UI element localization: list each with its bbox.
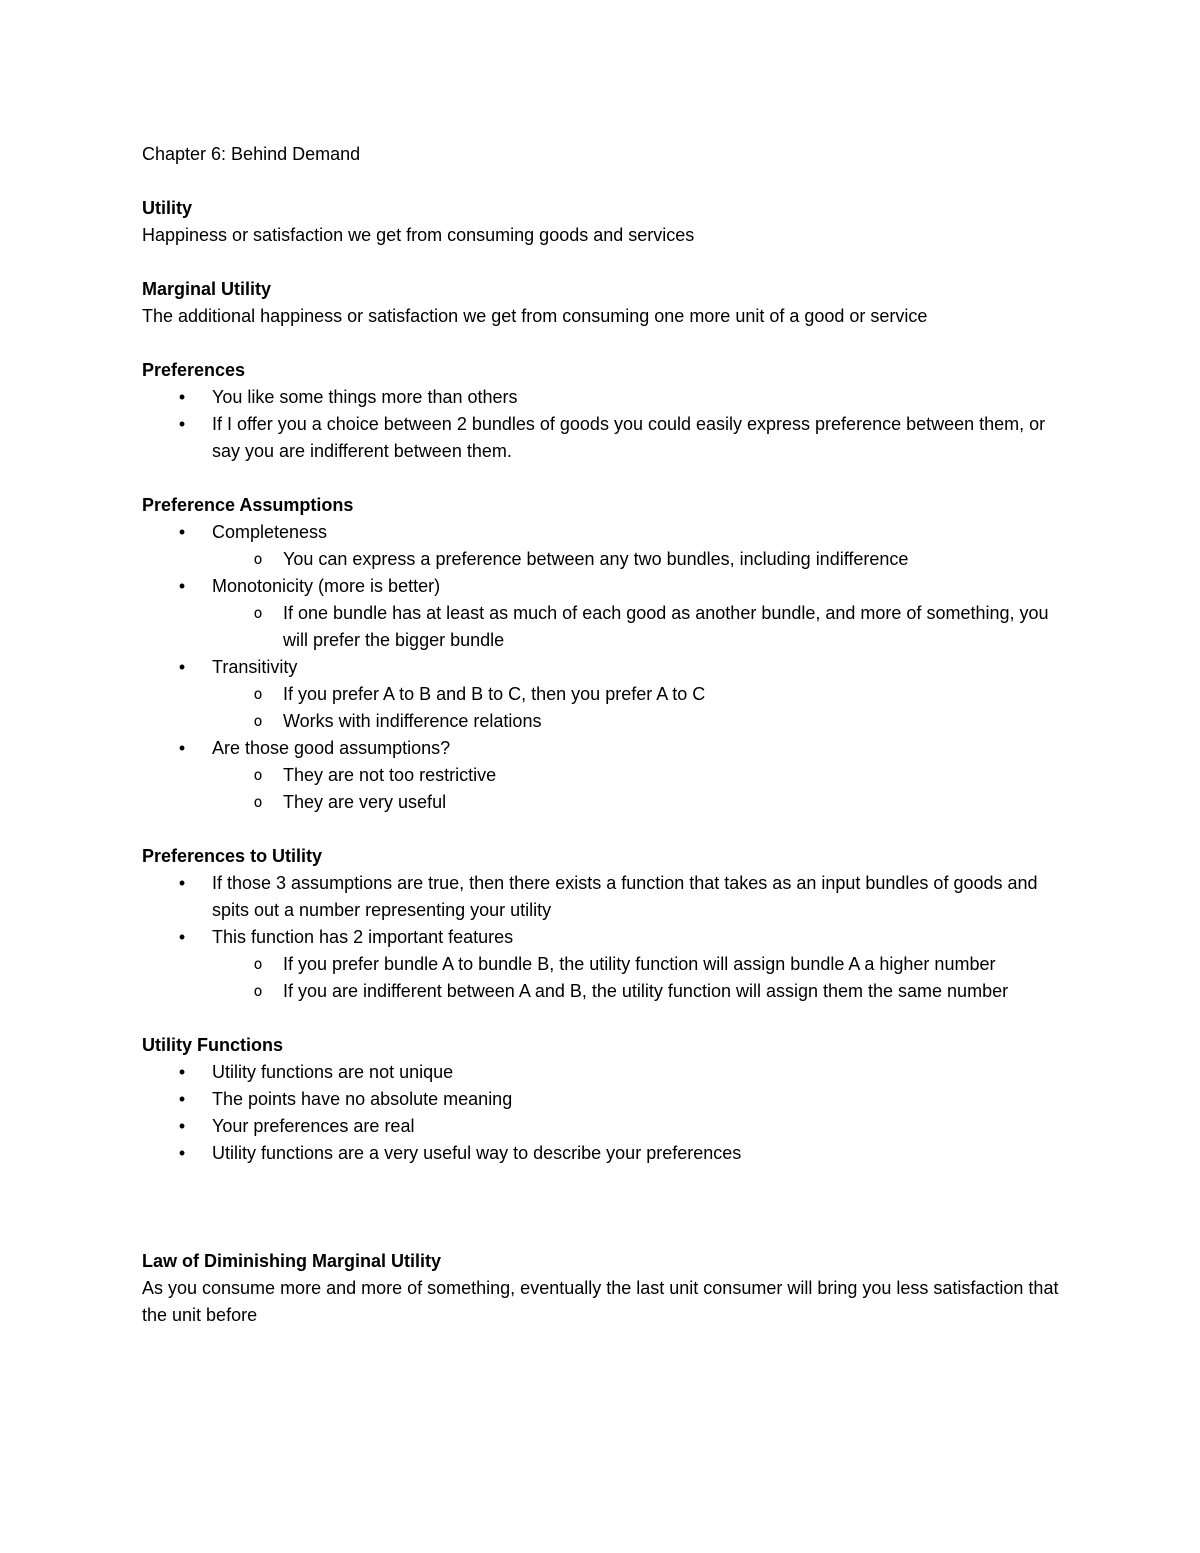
bullet-icon: • xyxy=(178,927,186,947)
sub-list xyxy=(212,546,1072,573)
sub-bullet-icon: o xyxy=(253,604,263,622)
section-heading-law-of-diminishing-marginal-utility: Law of Diminishing Marginal Utility xyxy=(142,1251,442,1271)
sub-bullet-icon: o xyxy=(253,685,263,703)
list-item: • Completeness o You can express a preference between any two bundles, including indifference xyxy=(142,519,1072,573)
bullet-icon: • xyxy=(178,387,186,407)
list-item: • Your preferences are real xyxy=(142,1113,1072,1140)
sub-bullet-icon: o xyxy=(253,550,263,568)
list-item: • The points have no absolute meaning xyxy=(142,1086,1072,1113)
sub-bullet-icon: o xyxy=(253,955,263,973)
list-item: • Monotonicity (more is better) o If one bundle has at least as much of each good as another bundle, and more of something, you will prefer the bigger bundle xyxy=(142,573,1072,654)
bullet-icon: • xyxy=(178,522,186,542)
section-heading-preference-assumptions: Preference Assumptions xyxy=(142,495,354,515)
section-heading-preferences: Preferences xyxy=(142,360,246,380)
list-item: • This function has 2 important features o If you prefer bundle A to bundle B, the utility function will assign bundle A a higher number o If you are indifferent between A and B, the utility function will assign them the same number xyxy=(142,924,1072,1005)
preferences-to-utility-list xyxy=(142,870,1072,1005)
sub-list-item: o If you prefer A to B and B to C, then you prefer A to C xyxy=(212,681,1072,708)
sub-list-item: o They are not too restrictive xyxy=(212,762,1072,789)
bullet-icon: • xyxy=(178,738,186,758)
document-body xyxy=(142,141,1072,1329)
marginal-utility-definition: The additional happiness or satisfaction we get from consuming one more unit of a good or service xyxy=(142,306,928,326)
bullet-icon: • xyxy=(178,1143,186,1163)
law-of-diminishing-marginal-utility-definition: As you consume more and more of something, eventually the last unit consumer will bring you less satisfaction that the unit before xyxy=(142,1278,1059,1325)
sub-list-item: o If you prefer bundle A to bundle B, the utility function will assign bundle A a higher number xyxy=(212,951,1072,978)
list-item: • Transitivity o If you prefer A to B and B to C, then you prefer A to C o Works with indifference relations xyxy=(142,654,1072,735)
utility-definition: Happiness or satisfaction we get from consuming goods and services xyxy=(142,225,695,245)
sub-list-item: o You can express a preference between any two bundles, including indifference xyxy=(212,546,1072,573)
sub-bullet-icon: o xyxy=(253,793,263,811)
section-heading-marginal-utility: Marginal Utility xyxy=(142,279,272,299)
sub-list xyxy=(212,600,1072,654)
sub-list-item: o If one bundle has at least as much of each good as another bundle, and more of something, you will prefer the bigger bundle xyxy=(212,600,1072,654)
section-heading-preferences-to-utility: Preferences to Utility xyxy=(142,846,323,866)
sub-bullet-icon: o xyxy=(253,766,263,784)
list-item: • If I offer you a choice between 2 bundles of goods you could easily express preference between them, or say you are indifferent between them. xyxy=(142,411,1072,465)
bullet-icon: • xyxy=(178,1062,186,1082)
bullet-icon: • xyxy=(178,576,186,596)
sub-list-item: o Works with indifference relations xyxy=(212,708,1072,735)
sub-list xyxy=(212,681,1072,735)
bullet-icon: • xyxy=(178,1089,186,1109)
bullet-icon: • xyxy=(178,1116,186,1136)
bullet-icon: • xyxy=(178,873,186,893)
utility-functions-list xyxy=(142,1059,1072,1167)
sub-list xyxy=(212,951,1072,1005)
sub-list xyxy=(212,762,1072,816)
list-item: • Are those good assumptions? o They are not too restrictive o They are very useful xyxy=(142,735,1072,816)
sub-bullet-icon: o xyxy=(253,982,263,1000)
bullet-icon: • xyxy=(178,657,186,677)
sub-list-item: o They are very useful xyxy=(212,789,1072,816)
document-title: Chapter 6: Behind Demand xyxy=(142,144,361,164)
section-heading-utility-functions: Utility Functions xyxy=(142,1035,283,1055)
bullet-icon: • xyxy=(178,414,186,434)
sub-list-item: o If you are indifferent between A and B, the utility function will assign them the same number xyxy=(212,978,1072,1005)
list-item: • If those 3 assumptions are true, then there exists a function that takes as an input bundles of goods and spits out a number representing your utility xyxy=(142,870,1072,924)
preference-assumptions-list xyxy=(142,519,1072,816)
sub-bullet-icon: o xyxy=(253,712,263,730)
list-item: • You like some things more than others xyxy=(142,384,1072,411)
list-item: • Utility functions are not unique xyxy=(142,1059,1072,1086)
section-heading-utility: Utility xyxy=(142,198,193,218)
list-item: • Utility functions are a very useful way to describe your preferences xyxy=(142,1140,1072,1167)
preferences-list xyxy=(142,384,1072,465)
